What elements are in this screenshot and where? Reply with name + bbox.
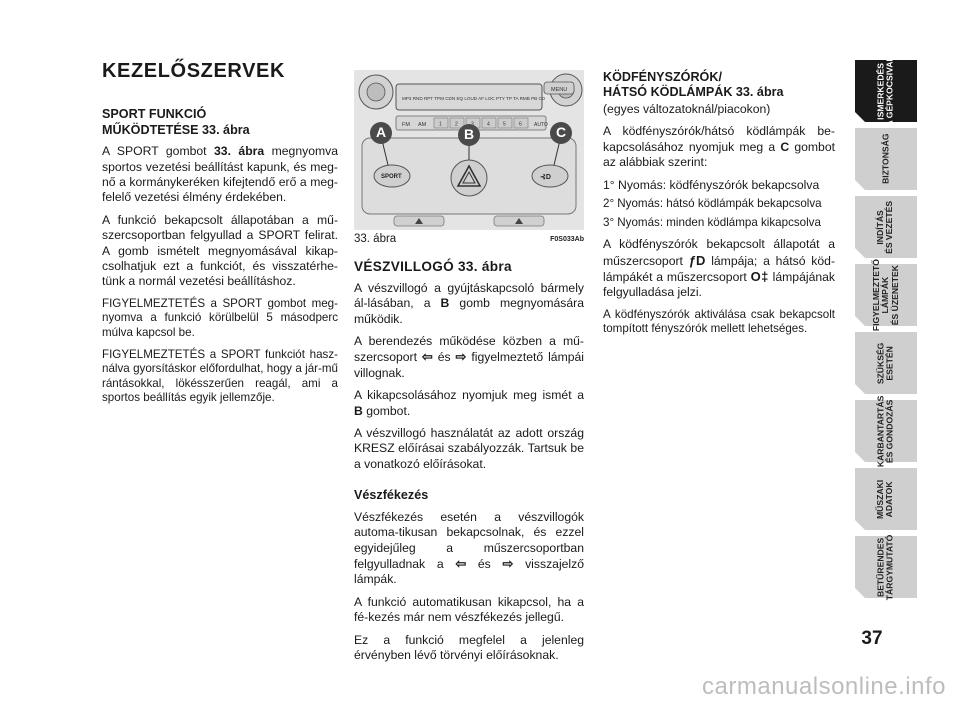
sport-paragraph-2: A funkció bekapcsolt állapotában a mű-szercsoportban felgyullad a SPORT felirat. A gomb ismételt megnyomásával kikap-csolhatjuk ezt a funkciót, és visszatérhe-tünk a normál vezetési beállításhoz.: [102, 212, 338, 289]
preset-label: 2: [455, 121, 458, 128]
sport-button-label: SPORT: [381, 174, 402, 180]
button-ref: B: [440, 296, 450, 311]
chapter-tab-label: FIGYELMEZTETŐ LÁMPÁK ÉS ÜZENETEK: [870, 258, 900, 332]
text: lámpájának felgyulladása jelzi.: [603, 270, 835, 300]
sport-warning-1: FIGYELMEZTETÉS a SPORT gombot meg-nyomva a funkció körülbelül 5 másodperc múlva kapcsol be.: [102, 296, 338, 340]
chapter-tab-label: SZÜKSÉG ESETÉN: [875, 342, 895, 384]
badge-c: C: [550, 122, 572, 144]
text: gomb megnyomására működik.: [354, 296, 584, 326]
button-ref: B: [354, 403, 363, 418]
text: Vészfékezés esetén a vészvillogók automa-tikusan bekapcsolnak, és ezzel egyidejűleg a műszercsoportban felgyulladnak a: [354, 509, 584, 571]
sport-warning-2: FIGYELMEZTETÉS a SPORT funkciót hasz-nálva gyorsításkor előfordulhat, hogy a jár-mű rántásokkal, lökésszerűen reagál, ami a sportos beállítás egyik jellemzője.: [102, 347, 338, 405]
fog-title-line-2: HÁTSÓ KÖDLÁMPÁK 33. ábra: [603, 85, 784, 99]
watermark: carmanualsonline.info: [702, 673, 946, 700]
emergency-brake-title: Vészfékezés: [354, 488, 429, 503]
chapter-tab[interactable]: [855, 196, 917, 258]
text: gombot.: [362, 403, 411, 418]
chapter-tab-label: INDÍTÁS ÉS VEZETÉS: [875, 200, 895, 254]
button-ref: C: [780, 139, 790, 154]
badge-a: A: [370, 122, 392, 144]
chapter-tab[interactable]: [855, 468, 917, 530]
fog-title-line-1: KÖDFÉNYSZÓRÓK/: [603, 70, 722, 84]
preset-label: 4: [487, 121, 490, 128]
chapter-tab[interactable]: [855, 128, 917, 190]
chapter-tab[interactable]: [855, 258, 917, 332]
chapter-tab-label: BETŰRENDES TÁRGYMUTATÓ: [875, 534, 895, 600]
sport-title-line-2: MŰKÖDTETÉSE 33. ábra: [102, 122, 250, 137]
chapter-tab-label: MŰSZAKI ADATOK: [875, 479, 895, 519]
text: A ködfényszórók/hátsó ködlámpák be-kapcsolásához nyomjuk meg a: [603, 124, 835, 154]
text: megnyomva sportos vezetési beállítást kapunk, és meg-nő a kormánykeréken kifejtendő erő a meg-felelő vezetési élmény érdekében.: [102, 144, 338, 205]
auto-label: AUTO: [534, 122, 548, 128]
text: és: [432, 350, 456, 365]
fog-paragraph-1: (egyes változatoknál/piacokon): [603, 102, 771, 116]
hazard-paragraph-4: A vészvillogó használatát az adott ország KRESZ előírásai szabályozzák. Tartsuk be a vonatkozó előírásokat.: [354, 426, 584, 471]
preset-label: 1: [439, 121, 442, 128]
text: A kikapcsolásához nyomjuk meg ismét a: [354, 388, 584, 403]
figure-ref: 33. ábra: [214, 144, 265, 159]
arrow-left-icon: ⇦: [421, 349, 433, 365]
sport-paragraph-1: [102, 144, 338, 206]
hazard-paragraph-1: [354, 281, 584, 327]
text: A SPORT gombot: [102, 144, 215, 159]
column-middle: [354, 60, 584, 670]
hazard-paragraph-2: [354, 334, 584, 381]
display-text: MP3 RND RPT TPM CDN EQ LOUD AF LOC PTY TP TA RMB PB CD: [402, 96, 546, 101]
chapter-tab-label: ISMERKEDÉS A GÉPKOCSIVAL: [875, 55, 896, 127]
text: A berendezés működése közben a mű-szercsoport: [354, 334, 584, 365]
emergency-paragraph-3: Ez a funkció megfelel a jelenleg érvényben lévő törvényi előírásoknak.: [354, 632, 584, 662]
emergency-paragraph-1: [354, 510, 584, 588]
figure-caption: 33. ábra: [354, 233, 397, 245]
sport-title-line-1: SPORT FUNKCIÓ: [102, 107, 207, 122]
svg-text:⊰D: ⊰D: [540, 174, 551, 181]
radio-panel-illustration: [354, 70, 584, 230]
hazard-section-title: VÉSZVILLOGÓ 33. ábra: [354, 259, 512, 275]
text: figyelmeztető lámpái villognak.: [354, 350, 584, 380]
page-number: 37: [861, 628, 883, 649]
menu-label: MENU: [551, 87, 568, 93]
sport-section-title: [102, 107, 338, 138]
front-fog-lamp-icon: ƒD: [688, 252, 706, 268]
chapter-tab[interactable]: [855, 395, 917, 467]
fm-label: FM: [402, 122, 410, 128]
fog-paragraph-4: A ködfényszórók aktiválása csak bekapcsolt tompított fényszórók mellett lehetséges.: [603, 307, 835, 336]
preset-label: 5: [503, 121, 506, 128]
fog-list-item-2: 2° Nyomás: hátsó ködlámpák bekapcsolva: [603, 197, 822, 211]
text: lámpája; a hátsó köd-lámpákét a műszercsoport: [603, 253, 835, 285]
text: gombot az alábbiak szerint:: [603, 139, 835, 170]
text: visszajelző lámpák.: [354, 556, 585, 587]
chapter-tab[interactable]: [855, 536, 917, 598]
preset-label: 6: [519, 121, 522, 128]
page-title: KEZELŐSZERVEK: [102, 60, 286, 82]
fog-paragraph-3: [603, 237, 835, 301]
fog-list-item-3: 3° Nyomás: minden ködlámpa kikapcsolva: [603, 215, 821, 229]
chapter-tab[interactable]: [855, 55, 917, 127]
chapter-tab-label: KARBANTARTÁS ÉS GONDOZÁS: [875, 395, 896, 467]
chapter-tab-label: BIZTONSÁG: [880, 133, 891, 185]
fog-list-item-1: 1° Nyomás: ködfényszórók bekapcsolva: [603, 177, 820, 192]
text: A ködfényszórók bekapcsolt állapotát a műszercsoport: [603, 237, 835, 268]
text: és: [466, 556, 503, 571]
text: A vészvillogó a gyújtáskapcsoló bármely ál-lásában, a: [354, 280, 584, 311]
arrow-right-icon: ⇨: [502, 555, 514, 571]
radio-panel-figure: [354, 70, 584, 230]
badge-b: B: [458, 124, 480, 146]
chapter-tab[interactable]: [855, 332, 917, 394]
column-right: [603, 60, 835, 344]
arrow-left-icon: ⇦: [455, 555, 467, 571]
fog-paragraph-2: [603, 124, 835, 170]
figure-caption-row: [354, 232, 584, 247]
figure-code: F0S033Ab: [550, 236, 584, 243]
column-left: [102, 60, 338, 413]
rear-fog-lamp-icon: O‡: [750, 269, 769, 285]
fog-section-title: [603, 70, 835, 100]
emergency-paragraph-2: A funkció automatikusan kikapcsol, ha a fé-kezés már nem vészfékezés jellegű.: [354, 594, 584, 625]
hazard-paragraph-3: [354, 388, 584, 419]
am-label: AM: [418, 122, 427, 128]
arrow-right-icon: ⇨: [455, 349, 467, 365]
